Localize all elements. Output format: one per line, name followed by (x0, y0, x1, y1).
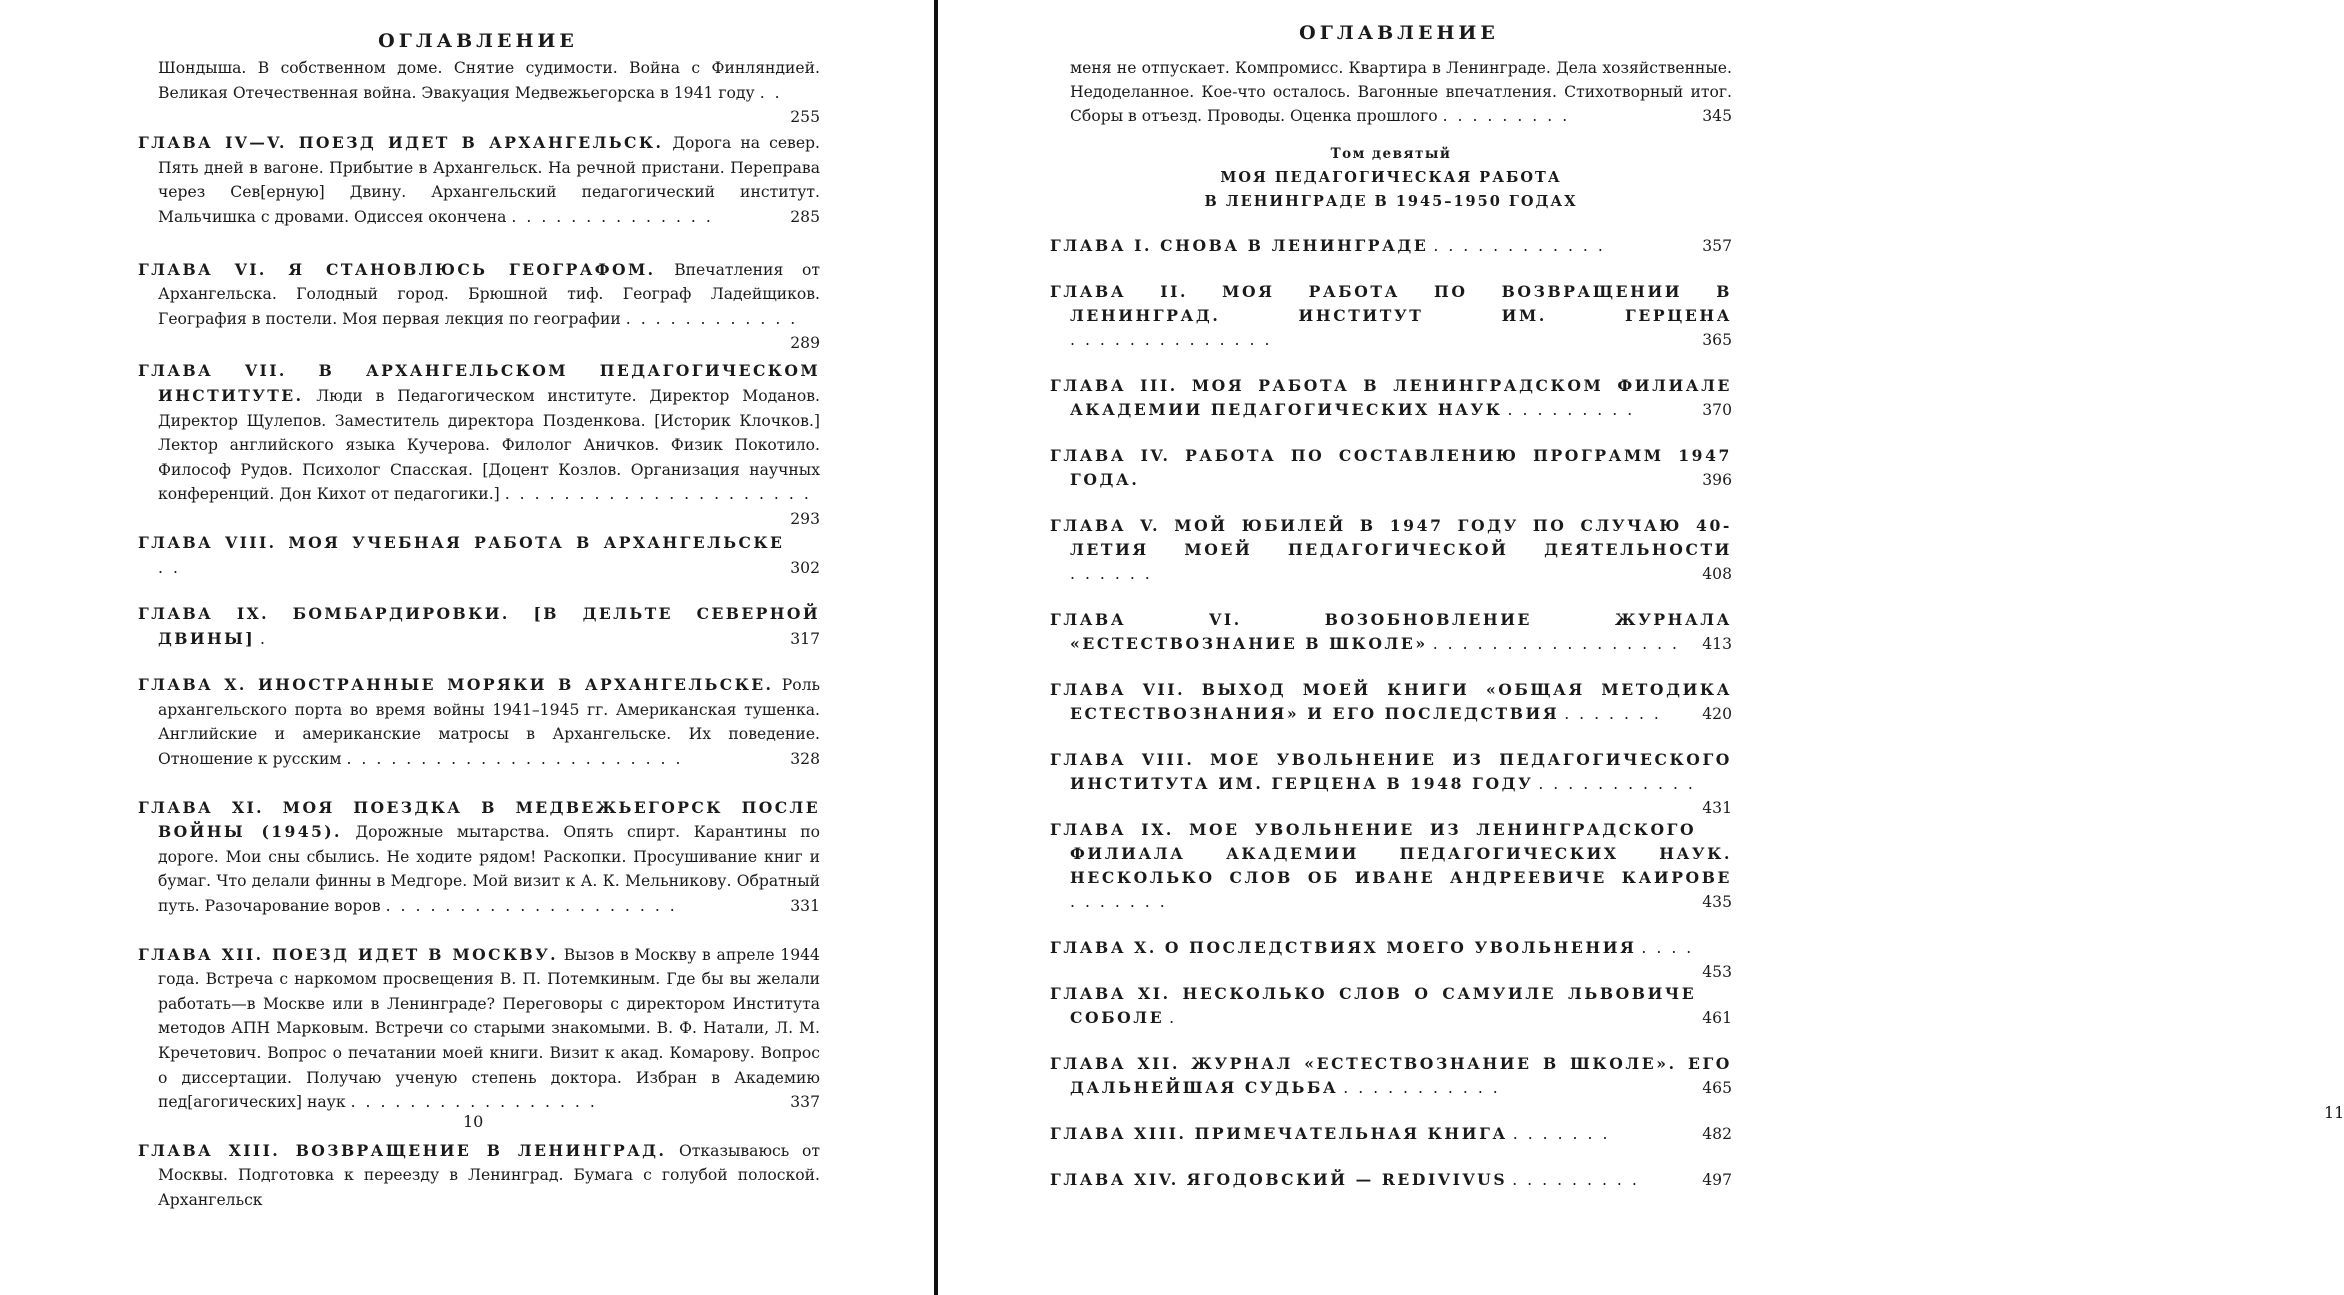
entry-page: 357 (1702, 237, 1732, 255)
toc-entry (138, 673, 820, 771)
toc-entry (1050, 1052, 1732, 1100)
toc-entry (1050, 936, 1732, 981)
entry-text: Впечатления от Архангельска. Голодный город. Брюшной тиф. Географ Ладейщиков. География в постели. Моя первая лекция по географии (158, 260, 820, 328)
toc-entry (1050, 234, 1732, 258)
entry-page: 497 (1702, 1171, 1732, 1189)
toc-entry (138, 131, 820, 229)
chapter-title: ГЛАВА VII. ВЫХОД МОЕЙ КНИГИ «ОБЩАЯ МЕТОДИКА ЕСТЕСТВОЗНАНИЯ» И ЕГО ПОСЛЕДСТВИЯ (1050, 680, 1732, 723)
leader-dots: ......... (1512, 1171, 1647, 1189)
chapter-title: ГЛАВА X. ИНОСТРАННЫЕ МОРЯКИ В АРХАНГЕЛЬСКЕ. (138, 675, 774, 695)
leader-dots: .. (158, 558, 188, 577)
left-page (0, 0, 936, 1295)
chapter-title: ГЛАВА VI. Я СТАНОВЛЮСЬ ГЕОГРАФОМ. (138, 259, 656, 279)
volume-title-line2: В ЛЕНИНГРАДЕ В 1945–1950 ГОДАХ (1204, 193, 1578, 210)
page-number: 11 (2324, 1103, 2344, 1122)
entry-page: 396 (1702, 471, 1732, 489)
entry-page: 435 (1702, 893, 1732, 911)
leader-dots: . (1169, 1009, 1185, 1027)
toc-entry (138, 796, 820, 919)
leader-dots: ................. (350, 1093, 605, 1112)
chapter-title: ГЛАВА III. МОЯ РАБОТА В ЛЕНИНГРАДСКОМ ФИЛИАЛЕ АКАДЕМИИ ПЕДАГОГИЧЕСКИХ НАУК (1050, 376, 1732, 419)
left-toc (138, 56, 820, 1213)
volume-heading (1050, 142, 1732, 214)
toc-entry (1050, 982, 1732, 1030)
chapter-title: ГЛАВА I. СНОВА В ЛЕНИНГРАДЕ (1050, 236, 1429, 255)
chapter-title: ГЛАВА XII. ПОЕЗД ИДЕТ В МОСКВУ. (138, 944, 558, 964)
volume-title-line1: МОЯ ПЕДАГОГИЧЕСКАЯ РАБОТА (1220, 169, 1562, 186)
entry-page: 453 (1702, 963, 1732, 981)
chapter-title: ГЛАВА IV. РАБОТА ПО СОСТАВЛЕНИЮ ПРОГРАММ 1947 ГОДА. (1050, 446, 1732, 489)
entry-page: 331 (790, 897, 820, 916)
leader-dots: . (260, 629, 275, 648)
right-toc (1050, 56, 1732, 1192)
chapter-title: ГЛАВА XIII. ВОЗВРАЩЕНИЕ В ЛЕНИНГРАД. (138, 1140, 667, 1160)
entry-text: меня не отпускает. Компромисс. Квартира в Ленинграде. Дела хозяйственные. Недоделанное. Кое-что осталось. Вагонные впечатления. Стихотворный итог. Сборы в отъезд. Проводы. Оценка прошлого (1070, 59, 1732, 125)
entry-text: Дорога на север. Пять дней в вагоне. Прибытие в Архангельск. На речной пристани. Переправа через Сев[ерную] Двину. Архангельский педагогический институт. Мальчишка с дровами. Одиссея окончена (158, 134, 820, 226)
toc-entry (138, 56, 820, 127)
chapter-title: ГЛАВА IX. МОЕ УВОЛЬНЕНИЕ ИЗ ЛЕНИНГРАДСКОГО ФИЛИАЛА АКАДЕМИИ ПЕДАГОГИЧЕСКИХ НАУК. НЕСКОЛЬКО СЛОВ ОБ ИВАНЕ АНДРЕЕВИЧЕ КАИРОВЕ (1050, 820, 1732, 887)
leader-dots: ........... (1343, 1079, 1508, 1097)
chapter-title: ГЛАВА VI. ВОЗОБНОВЛЕНИЕ ЖУРНАЛА «ЕСТЕСТВОЗНАНИЕ В ШКОЛЕ» (1050, 610, 1732, 653)
entry-text: Вызов в Москву в апреле 1944 года. Встреча с наркомом просвещения В. П. Потемкиным. Где бы вы желали работать—в Москве или в Ленинграде? Переговоры с директором Института методов АПН Марковым. Встречи со старыми знакомыми. В. Ф. Натали, Л. М. Кречетович. Вопрос о печатании моей книги. Визит к акад. Комарову. Вопрос о диссертации. Получаю ученую степень доктора. Избран в Академию пед[агогических] наук (158, 945, 820, 1112)
toc-entry (1050, 748, 1732, 817)
entry-page: 317 (790, 629, 820, 648)
entry-page: 482 (1702, 1125, 1732, 1143)
toc-entry (138, 602, 820, 651)
chapter-title: ГЛАВА VIII. МОЯ УЧЕБНАЯ РАБОТА В АРХАНГЕЛЬСКЕ (138, 532, 785, 552)
entry-page: 293 (790, 509, 820, 528)
toc-entry (1050, 678, 1732, 726)
leader-dots: .................... (385, 897, 685, 916)
volume-label: Том девятый (1330, 146, 1452, 162)
leader-dots: .............. (511, 207, 721, 226)
entry-page: 337 (790, 1093, 820, 1112)
chapter-title: ГЛАВА VII. В АРХАНГЕЛЬСКОМ ПЕДАГОГИЧЕСКОМ ИНСТИТУТЕ. (138, 361, 820, 405)
toc-entry (138, 531, 820, 580)
toc-entry (138, 1139, 820, 1213)
leader-dots: .... (1641, 939, 1702, 957)
entry-page: 420 (1702, 705, 1732, 723)
left-page-header: ОГЛАВЛЕНИЕ (378, 30, 578, 52)
entry-page: 370 (1702, 401, 1732, 419)
leader-dots: ......... (1442, 107, 1578, 125)
leader-dots: ....... (1070, 893, 1175, 911)
entry-text: Дорожные мытарства. Опять спирт. Карантины по дороге. Мои сны сбылись. Не ходите рядом! Раскопки. Просушивание книг и бумаг. Что делали финны в Медгоре. Мой визит к А. К. Мельникову. Обратный путь. Разочарование воров (158, 823, 820, 916)
leader-dots: .............. (1070, 331, 1280, 349)
leader-dots: ....... (1564, 705, 1669, 723)
entry-page: 365 (1702, 331, 1732, 349)
chapter-title: ГЛАВА V. МОЙ ЮБИЛЕЙ В 1947 ГОДУ ПО СЛУЧАЮ 40-ЛЕТИЯ МОЕЙ ПЕДАГОГИЧЕСКОЙ ДЕЯТЕЛЬНОСТИ (1050, 516, 1732, 559)
leader-dots: ....................... (346, 750, 691, 769)
chapter-title: ГЛАВА XI. НЕСКОЛЬКО СЛОВ О САМУИЛЕ ЛЬВОВИЧЕ СОБОЛЕ (1050, 984, 1697, 1027)
leader-dots: ....... (1512, 1125, 1618, 1143)
toc-entry (138, 359, 820, 528)
entry-page: 408 (1702, 565, 1732, 583)
toc-entry (1050, 444, 1732, 492)
right-page-header: ОГЛАВЛЕНИЕ (1299, 22, 1499, 44)
leader-dots: ..................... (504, 485, 819, 504)
page-number: 10 (463, 1112, 484, 1131)
toc-entry (1050, 1122, 1732, 1146)
entry-page: 328 (790, 750, 820, 769)
toc-entry (138, 258, 820, 353)
leader-dots: ......... (1507, 401, 1643, 419)
toc-entry (1050, 514, 1732, 586)
entry-page: 255 (790, 108, 820, 127)
chapter-title: ГЛАВА XIV. ЯГОДОВСКИЙ — REDIVIVUS (1050, 1170, 1508, 1189)
entry-page: 465 (1702, 1079, 1732, 1097)
chapter-title: ГЛАВА II. МОЯ РАБОТА ПО ВОЗВРАЩЕНИИ В ЛЕНИНГРАД. ИНСТИТУТ ИМ. ГЕРЦЕНА (1050, 282, 1732, 325)
entry-page: 413 (1702, 635, 1732, 653)
toc-entry (1050, 56, 1732, 128)
toc-entry (138, 943, 820, 1115)
chapter-title: ГЛАВА IX. БОМБАРДИРОВКИ. [В ДЕЛЬТЕ СЕВЕРНОЙ ДВИНЫ] (138, 604, 820, 648)
toc-entry (1050, 374, 1732, 422)
entry-page: 345 (1702, 107, 1732, 125)
entry-text: Люди в Педагогическом институте. Директор Моданов. Директор Щулепов. Заместитель директора Позденкова. [Историк Клочков.] Лектор английского языка Кучерова. Филолог Аничков. Физик Покотило. Философ Рудов. Психолог Спасская. [Доцент Козлов. Организация научных конференций. Дон Кихот от педагогики.] (158, 386, 820, 504)
entry-page: 302 (790, 558, 820, 577)
entry-text: Шондыша. В собственном доме. Снятие судимости. Война с Финляндией. Великая Отечественная война. Эвакуация Медвежьегорска в 1941 году (158, 59, 820, 102)
entry-page: 289 (790, 334, 820, 353)
leader-dots: ............ (625, 309, 806, 328)
entry-text: Отказываюсь от Москвы. Подготовка к переезду в Ленинград. Бумага с голубой полоской. Архангельск (158, 1141, 820, 1209)
leader-dots: ........... (1538, 775, 1703, 793)
chapter-title: ГЛАВА XI. МОЯ ПОЕЗДКА В МЕДВЕЖЬЕГОРСК ПОСЛЕ ВОЙНЫ (1945). (138, 797, 820, 842)
chapter-title: ГЛАВА X. О ПОСЛЕДСТВИЯХ МОЕГО УВОЛЬНЕНИЯ (1050, 938, 1637, 957)
leader-dots: ................. (1432, 635, 1687, 653)
leader-dots: ...... (1070, 565, 1160, 583)
leader-dots: ............ (1433, 237, 1613, 255)
entry-page: 285 (790, 207, 820, 226)
toc-entry (1050, 608, 1732, 656)
entry-text: Роль архангельского порта во время войны 1941–1945 гг. Американская тушенка. Английские и американские матросы в Архангельске. Их поведение. Отношение к русским (158, 676, 820, 769)
toc-entry (1050, 818, 1732, 914)
toc-entry (1050, 280, 1732, 352)
chapter-title: ГЛАВА XIII. ПРИМЕЧАТЕЛЬНАЯ КНИГА (1050, 1124, 1508, 1143)
entry-page: 431 (1702, 799, 1732, 817)
entry-page: 461 (1702, 1009, 1732, 1027)
leader-dots: .. (759, 83, 790, 102)
toc-entry (1050, 1168, 1732, 1192)
chapter-title: ГЛАВА XII. ЖУРНАЛ «ЕСТЕСТВОЗНАНИЕ В ШКОЛЕ». ЕГО ДАЛЬНЕЙШАЯ СУДЬБА (1050, 1054, 1732, 1097)
chapter-title: ГЛАВА VIII. МОЕ УВОЛЬНЕНИЕ ИЗ ПЕДАГОГИЧЕСКОГО ИНСТИТУТА ИМ. ГЕРЦЕНА В 1948 ГОДУ (1050, 750, 1732, 793)
chapter-title: ГЛАВА IV—V. ПОЕЗД ИДЕТ В АРХАНГЕЛЬСК. (138, 133, 664, 153)
book-spine-divider (934, 0, 938, 1295)
